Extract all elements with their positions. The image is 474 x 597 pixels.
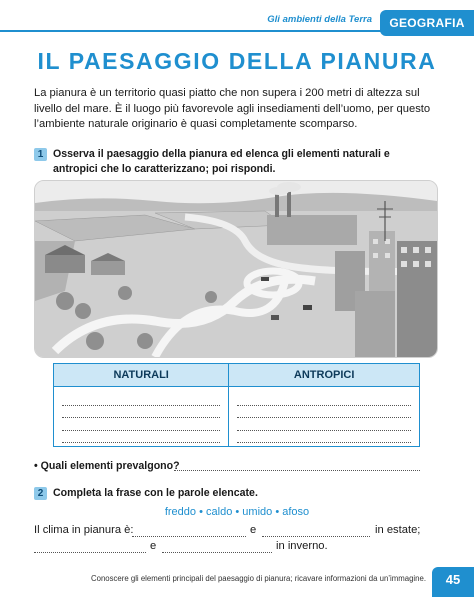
exercise-1-text: Osserva il paesaggio della pianura ed elenca gli elementi naturali e antropici che lo caratterizzano; poi rispondi.	[53, 148, 390, 175]
blank-3[interactable]	[34, 551, 146, 553]
sentence-conj-2: e	[150, 540, 157, 552]
answer-line[interactable]	[62, 431, 220, 444]
answer-line[interactable]	[237, 393, 411, 406]
plain-landscape-illustration	[34, 180, 438, 358]
answer-line[interactable]	[237, 431, 411, 444]
subject-tab	[380, 10, 474, 36]
answer-line[interactable]	[237, 406, 411, 419]
sentence-conj-1: e	[250, 524, 257, 536]
word-separator: •	[275, 506, 280, 518]
word-umido: umido	[242, 506, 273, 518]
word-afoso: afoso	[282, 506, 310, 518]
antropici-answer-area[interactable]	[229, 387, 420, 447]
answer-line[interactable]	[62, 393, 220, 406]
subject-label: GEOGRAFIA	[389, 16, 465, 30]
page-title: IL PAESAGGIO DELLA PIANURA	[37, 48, 437, 74]
landscape-drawing	[35, 181, 437, 357]
word-bank	[0, 506, 474, 518]
naturali-answer-area[interactable]	[54, 387, 229, 447]
answer-line[interactable]	[62, 418, 220, 431]
word-separator: •	[199, 506, 203, 518]
question-prevalence: • Quali elementi prevalgono?	[34, 460, 180, 472]
blank-4[interactable]	[162, 551, 272, 553]
answer-line[interactable]	[237, 418, 411, 431]
blank-2[interactable]	[262, 535, 370, 537]
exercise-2-badge: 2	[34, 487, 47, 500]
exercise-1-badge: 1	[34, 148, 47, 161]
learning-objective: Conoscere gli elementi principali del paesaggio di pianura; ricavare informazioni da un’immagine.	[90, 574, 426, 583]
word-freddo: freddo	[164, 506, 197, 518]
sentence-start: Il clima in pianura è:	[34, 524, 134, 536]
column-header-naturali: NATURALI	[54, 364, 229, 387]
intro-paragraph: La pianura è un territorio quasi piatto che non supera i 200 metri di altezza sul livello del mare. È il luogo più favorevole agli insediamenti dell’uomo, per questo l’ambiente naturale originario è quasi completamente scomparso.	[34, 87, 431, 130]
word-caldo: caldo	[206, 506, 233, 518]
sentence-end-1: in estate;	[375, 524, 421, 536]
page-number: 45	[432, 567, 474, 597]
exercise-2-text: Completa la frase con le parole elencate.	[53, 487, 258, 499]
blank-1[interactable]	[132, 535, 246, 537]
column-header-antropici: ANTROPICI	[229, 364, 420, 387]
question-text: Quali elementi prevalgono?	[40, 460, 180, 472]
answer-line[interactable]	[62, 406, 220, 419]
answer-table	[53, 363, 420, 447]
section-title: Gli ambienti della Terra	[267, 14, 372, 25]
sentence-end-2: in inverno.	[276, 540, 328, 552]
question-answer-line[interactable]	[174, 470, 420, 471]
word-separator: •	[235, 506, 240, 518]
